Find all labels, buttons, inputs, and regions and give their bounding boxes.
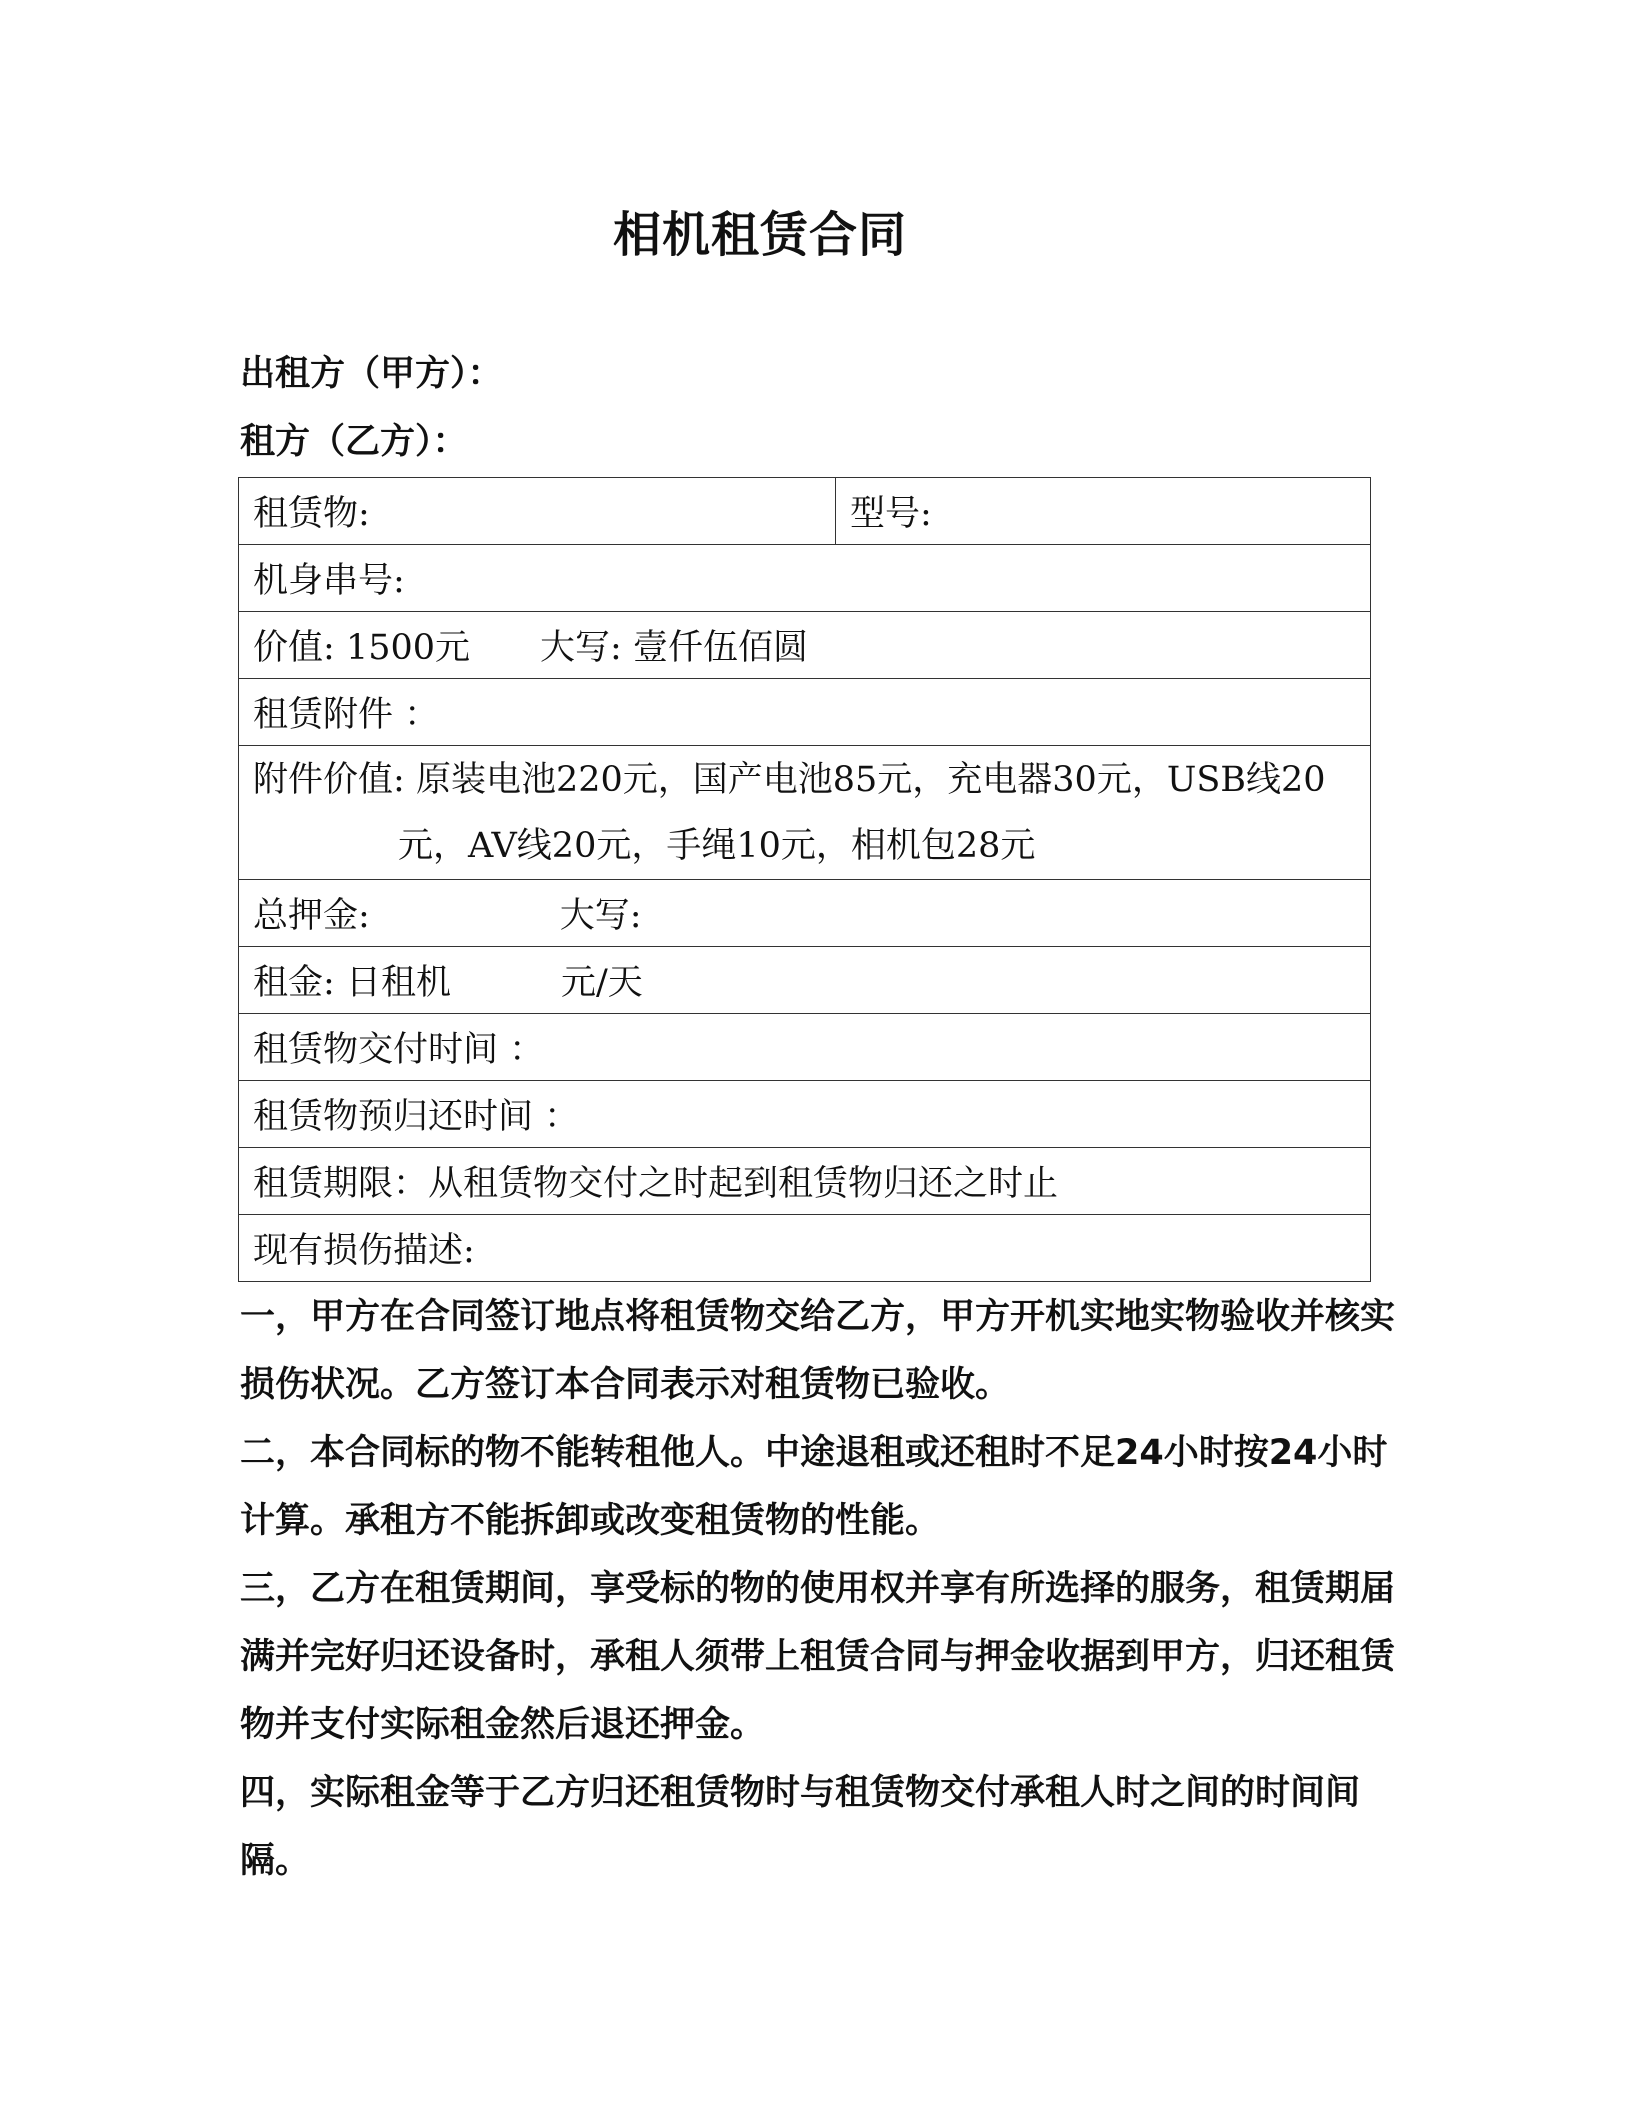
table-row	[239, 1014, 1371, 1081]
table-row	[239, 1148, 1371, 1215]
accessory-value-line2: 元，AV线20元，手绳10元，相机包28元	[398, 825, 1036, 866]
deposit-upper-label: 大写:	[559, 896, 642, 936]
accessories-label: 租赁附件 ：	[253, 695, 440, 735]
lessor-label: 出租方（甲方）：	[240, 354, 503, 394]
clause-2: 二，本合同标的物不能转租他人。中途退租或还租时不足24小时按24小时计算。承租方不能拆卸或改变租赁物的性能。	[240, 1433, 1388, 1541]
damage-label: 现有损伤描述:	[253, 1231, 475, 1271]
value-label: 价值:	[253, 628, 335, 668]
deposit-label: 总押金:	[253, 896, 370, 936]
accessories-cell	[239, 679, 1371, 746]
delivery-time-label: 租赁物交付时间 ：	[253, 1030, 545, 1070]
rent-daily: 日租机	[345, 963, 451, 1003]
lessee-label: 租方（乙方）：	[240, 422, 468, 462]
table-row	[239, 679, 1371, 746]
return-time-cell	[239, 1081, 1371, 1148]
term-text: 租赁期限：从租赁物交付之时起到租赁物归还之时止	[253, 1164, 1059, 1204]
table-row	[239, 478, 1371, 545]
contract-details-table	[238, 477, 1371, 1282]
rental-item-label: 租赁物:	[253, 494, 370, 534]
clause-4: 四，实际租金等于乙方归还租赁物时与租赁物交付承租人时之间的时间间隔。	[240, 1773, 1361, 1881]
table-row	[239, 746, 1371, 880]
rental-item-cell	[239, 478, 836, 545]
clause-3: 三，乙方在租赁期间，享受标的物的使用权并享有所选择的服务，租赁期届满并完好归还设备时，承租人须带上租赁合同与押金收据到甲方，归还租赁物并支付实际租金然后退还押金。	[240, 1569, 1396, 1745]
return-time-label: 租赁物预归还时间 ：	[253, 1097, 580, 1137]
accessory-value-cell	[239, 746, 1371, 880]
rent-cell	[239, 947, 1371, 1014]
value-upper: 壹仟伍佰圆	[632, 628, 808, 668]
delivery-time-cell	[239, 1014, 1371, 1081]
table-row	[239, 545, 1371, 612]
rent-unit: 元/天	[560, 963, 643, 1003]
contract-title: 相机租赁合同	[612, 207, 907, 263]
rent-label: 租金:	[253, 963, 335, 1003]
value-upper-label: 大写:	[540, 628, 622, 668]
table-row	[239, 880, 1371, 947]
accessory-value-label: 附件价值:	[253, 759, 405, 800]
serial-label: 机身串号:	[253, 561, 405, 601]
table-row	[239, 612, 1371, 679]
term-cell	[239, 1148, 1371, 1215]
contract-clauses	[240, 1283, 1400, 1895]
table-row	[239, 1081, 1371, 1148]
deposit-cell	[239, 880, 1371, 947]
table-row	[239, 947, 1371, 1014]
value-cell	[239, 612, 1371, 679]
table-row	[239, 1215, 1371, 1282]
model-cell	[836, 478, 1371, 545]
serial-cell	[239, 545, 1371, 612]
damage-cell	[239, 1215, 1371, 1282]
accessory-value-line1: 原装电池220元，国产电池85元，充电器30元，USB线20	[415, 759, 1326, 800]
clause-1: 一，甲方在合同签订地点将租赁物交给乙方，甲方开机实地实物验收并核实损伤状况。乙方签订本合同表示对租赁物已验收。	[240, 1297, 1396, 1405]
model-label: 型号:	[850, 494, 932, 534]
value-amount: 1500元	[345, 628, 471, 668]
